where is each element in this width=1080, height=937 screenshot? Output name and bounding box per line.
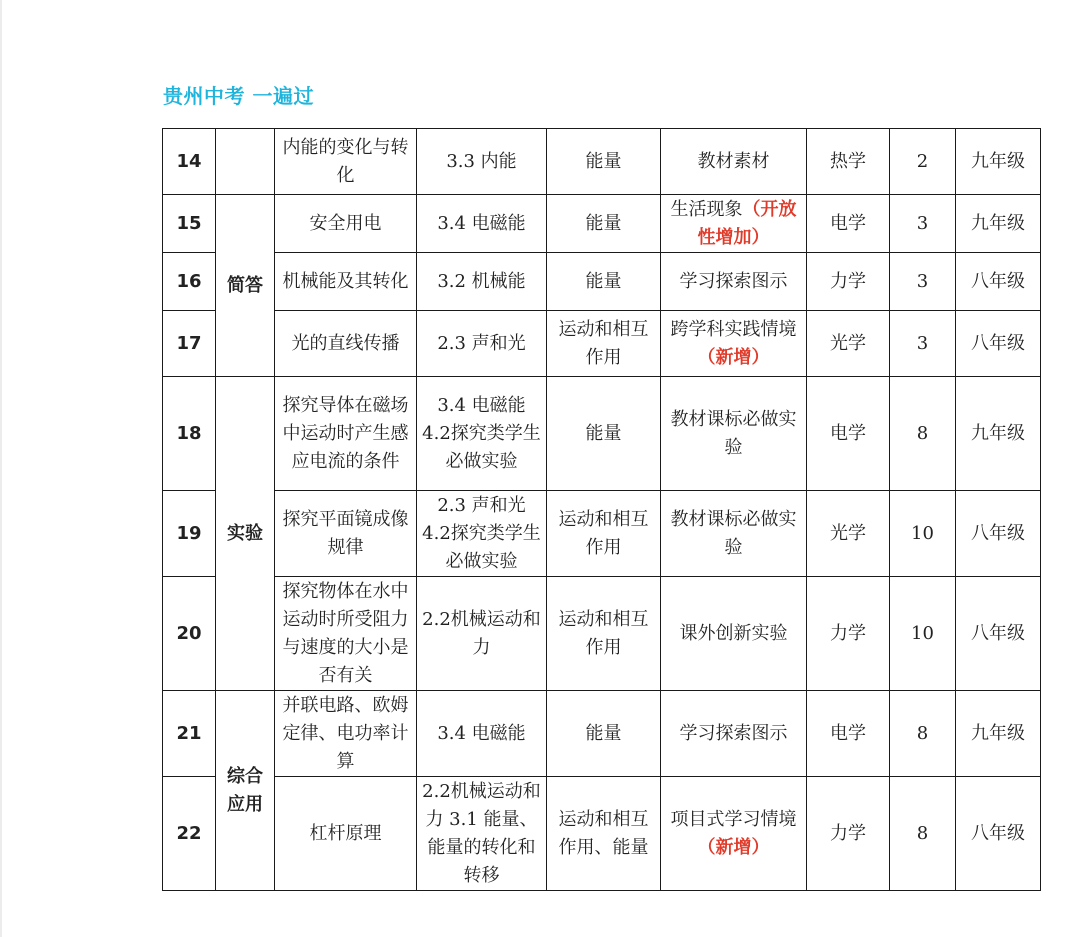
question-number: 19 <box>163 491 216 577</box>
table-row <box>163 777 1041 891</box>
theme: 能量 <box>547 129 661 195</box>
question-number: 16 <box>163 253 216 311</box>
category-cell-empty <box>216 129 275 195</box>
source-highlight: （新增） <box>697 346 770 368</box>
source-text: 生活现象 <box>670 198 743 220</box>
curriculum-standard: 3.2 机械能 <box>417 253 547 311</box>
curriculum-standard: 3.4 电磁能 <box>417 195 547 253</box>
source-text: 教材课标必做实验 <box>670 408 797 458</box>
question-number: 17 <box>163 311 216 377</box>
score: 3 <box>890 311 956 377</box>
question-number: 18 <box>163 377 216 491</box>
subject-field: 电学 <box>807 195 890 253</box>
theme: 能量 <box>547 253 661 311</box>
knowledge-point: 安全用电 <box>275 195 417 253</box>
knowledge-point: 探究平面镜成像规律 <box>275 491 417 577</box>
source-text: 跨学科实践情境 <box>670 318 797 340</box>
subject-field: 电学 <box>807 377 890 491</box>
material-source <box>661 377 807 491</box>
question-number: 20 <box>163 577 216 691</box>
table-row <box>163 491 1041 577</box>
question-number: 22 <box>163 777 216 891</box>
knowledge-point: 探究物体在水中运动时所受阻力与速度的大小是否有关 <box>275 577 417 691</box>
subject-field: 光学 <box>807 311 890 377</box>
curriculum-standard: 3.4 电磁能 4.2探究类学生必做实验 <box>417 377 547 491</box>
source-highlight: （新增） <box>697 836 770 858</box>
source-text: 教材课标必做实验 <box>670 508 797 558</box>
theme: 能量 <box>547 691 661 777</box>
material-source <box>661 491 807 577</box>
exam-analysis-table <box>162 128 1041 891</box>
subject-field: 热学 <box>807 129 890 195</box>
table-row <box>163 195 1041 253</box>
source-highlight: （开放性增加） <box>697 198 797 248</box>
curriculum-standard: 2.3 声和光 <box>417 311 547 377</box>
knowledge-point: 机械能及其转化 <box>275 253 417 311</box>
header-title: 贵州中考 一遍过 <box>163 84 314 108</box>
material-source <box>661 777 807 891</box>
material-source <box>661 577 807 691</box>
score: 10 <box>890 491 956 577</box>
question-number: 15 <box>163 195 216 253</box>
grade-level: 八年级 <box>956 777 1041 891</box>
material-source <box>661 129 807 195</box>
subject-field: 力学 <box>807 577 890 691</box>
score: 3 <box>890 195 956 253</box>
score: 8 <box>890 777 956 891</box>
score: 8 <box>890 691 956 777</box>
curriculum-standard: 3.4 电磁能 <box>417 691 547 777</box>
question-number: 21 <box>163 691 216 777</box>
theme: 运动和相互作用 <box>547 311 661 377</box>
grade-level: 九年级 <box>956 129 1041 195</box>
curriculum-standard: 2.3 声和光 4.2探究类学生必做实验 <box>417 491 547 577</box>
subject-field: 力学 <box>807 253 890 311</box>
table-row <box>163 253 1041 311</box>
table-row <box>163 691 1041 777</box>
subject-field: 光学 <box>807 491 890 577</box>
table-row <box>163 577 1041 691</box>
knowledge-point: 杠杆原理 <box>275 777 417 891</box>
grade-level: 九年级 <box>956 377 1041 491</box>
curriculum-standard: 2.2机械运动和力 3.1 能量、能量的转化和转移 <box>417 777 547 891</box>
grade-level: 八年级 <box>956 577 1041 691</box>
subject-field: 电学 <box>807 691 890 777</box>
score: 2 <box>890 129 956 195</box>
theme: 能量 <box>547 377 661 491</box>
material-source <box>661 691 807 777</box>
table-row <box>163 311 1041 377</box>
material-source <box>661 195 807 253</box>
grade-level: 九年级 <box>956 691 1041 777</box>
grade-level: 八年级 <box>956 253 1041 311</box>
source-text: 学习探索图示 <box>679 722 788 744</box>
grade-level: 八年级 <box>956 491 1041 577</box>
material-source <box>661 311 807 377</box>
source-text: 课外创新实验 <box>679 622 788 644</box>
material-source <box>661 253 807 311</box>
category-experiment: 实验 <box>216 377 275 691</box>
table-row <box>163 377 1041 491</box>
theme: 运动和相互作用 <box>547 577 661 691</box>
curriculum-standard: 3.3 内能 <box>417 129 547 195</box>
curriculum-standard: 2.2机械运动和力 <box>417 577 547 691</box>
question-number: 14 <box>163 129 216 195</box>
score: 3 <box>890 253 956 311</box>
knowledge-point: 内能的变化与转化 <box>275 129 417 195</box>
theme: 运动和相互作用 <box>547 491 661 577</box>
source-text: 学习探索图示 <box>679 270 788 292</box>
score: 10 <box>890 577 956 691</box>
score: 8 <box>890 377 956 491</box>
knowledge-point: 探究导体在磁场中运动时产生感应电流的条件 <box>275 377 417 491</box>
source-text: 项目式学习情境 <box>670 808 797 830</box>
knowledge-point: 光的直线传播 <box>275 311 417 377</box>
category-comprehensive: 综合应用 <box>216 691 275 891</box>
category-short-answer: 简答 <box>216 195 275 377</box>
knowledge-point: 并联电路、欧姆定律、电功率计算 <box>275 691 417 777</box>
table-row <box>163 129 1041 195</box>
source-text: 教材素材 <box>697 150 770 172</box>
grade-level: 九年级 <box>956 195 1041 253</box>
grade-level: 八年级 <box>956 311 1041 377</box>
theme: 能量 <box>547 195 661 253</box>
subject-field: 力学 <box>807 777 890 891</box>
theme: 运动和相互作用、能量 <box>547 777 661 891</box>
